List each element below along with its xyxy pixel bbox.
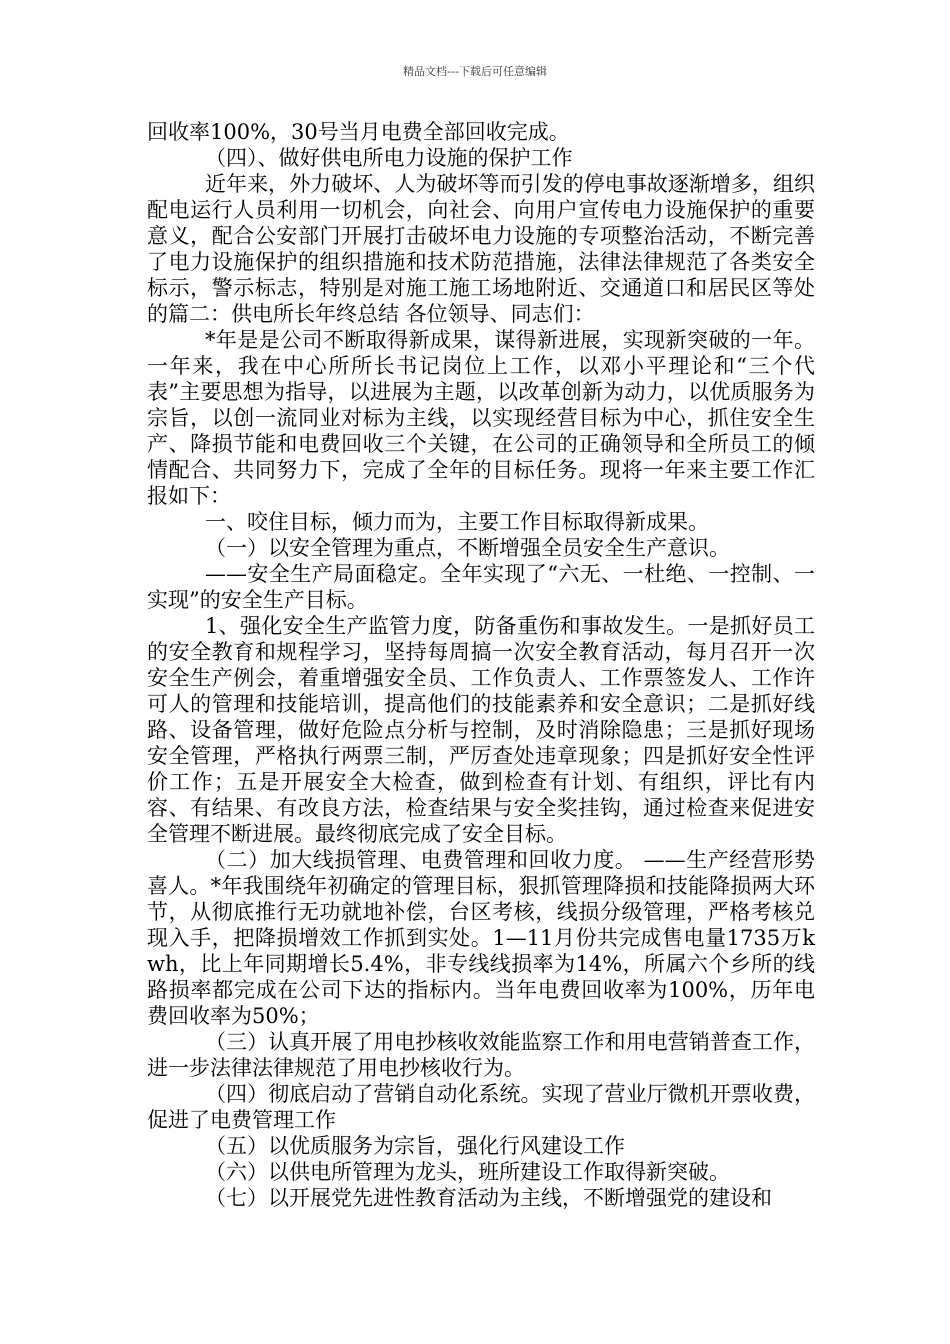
paragraph: *年是是公司不断取得新成果，谋得新进展，实现新突破的一年。一年来，我在中心所所长书记岗位上工作，以邓小平理论和“三个代表”主要思想为指导，以进展为主题，以改革创新为动力，以优质服务为宗旨，以创一流同业对标为主线，以实现经营目标为中心，抓住安全生产、降损节能和电费回收三个关键，在公司的正确领导和全所员工的倾情配合、共同努力下，完成了全年的目标任务。现将一年来主要工作汇报如下： xyxy=(147,328,815,508)
section-heading: （一）以安全管理为重点，不断增强全员安全生产意识。 xyxy=(205,536,730,560)
document-body xyxy=(147,119,815,1211)
paragraph: （七）以开展党先进性教育活动为主线，不断增强党的建设和 xyxy=(205,1186,772,1210)
paragraph: （三）认真开展了用电抄核收效能监察工作和用电营销普查工作，进一步法律法律规范了用电抄核收行为。 xyxy=(147,1030,815,1080)
paragraph: （四）彻底启动了营销自动化系统。实现了营业厅微机开票收费，促进了电费管理工作 xyxy=(147,1082,815,1132)
paragraph: ——安全生产局面稳定。全年实现了“六无、一杜绝、一控制、一实现”的安全生产目标。 xyxy=(147,562,815,612)
paragraph: 近年来，外力破坏、人为破坏等而引发的停电事故逐渐增多，组织配电运行人员利用一切机会，向社会、向用户宣传电力设施保护的重要意义，配合公安部门开展打击破坏电力设施的专项整治活动，不断完善了电力设施保护的组织措施和技术防范措施，法律法律规范了各类安全标示，警示标志，特别是对施工施工场地附近、交通道口和居民区等处的篇二：供电所长年终总结 各位领导、同志们： xyxy=(147,172,815,326)
section-heading: （四）、做好供电所电力设施的保护工作 xyxy=(205,146,573,170)
section-heading: （六）以供电所管理为龙头，班所建设工作取得新突破。 xyxy=(205,1160,730,1184)
page-header: 精品文档---下载后可任意编辑 xyxy=(403,65,547,78)
section-heading: 一、咬住目标，倾力而为，主要工作目标取得新成果。 xyxy=(205,510,709,534)
section-heading: （五）以优质服务为宗旨，强化行风建设工作 xyxy=(205,1134,625,1158)
paragraph: （二）加大线损管理、电费管理和回收力度。 ——生产经营形势喜人。*年我围绕年初确定的管理目标，狠抓管理降损和技能降损两大环节，从彻底推行无功就地补偿，台区考核，线损分级管理，严格考核兑现入手，把降损增效工作抓到实处。1—11月份共完成售电量1735万kwh，比上年同期增长5.4%，非专线线损率为14%，所属六个乡所的线路损率都完成在公司下达的指标内。当年电费回收率为100%，历年电费回收率为50%； xyxy=(147,848,815,1028)
paragraph: 回收率100%，30号当月电费全部回收完成。 xyxy=(147,120,570,144)
paragraph: 1、强化安全生产监管力度，防备重伤和事故发生。一是抓好员工的安全教育和规程学习，坚持每周搞一次安全教育活动，每月召开一次安全生产例会，着重增强安全员、工作负责人、工作票签发人、工作许可人的管理和技能培训，提高他们的技能素养和安全意识；二是抓好线路、设备管理，做好危险点分析与控制，及时消除隐患；三是抓好现场安全管理，严格执行两票三制，严厉查处违章现象；四是抓好安全性评价工作；五是开展安全大检查，做到检查有计划、有组织，评比有内容、有结果、有改良方法，检查结果与安全奖挂钩，通过检查来促进安全管理不断进展。最终彻底完成了安全目标。 xyxy=(147,614,815,846)
